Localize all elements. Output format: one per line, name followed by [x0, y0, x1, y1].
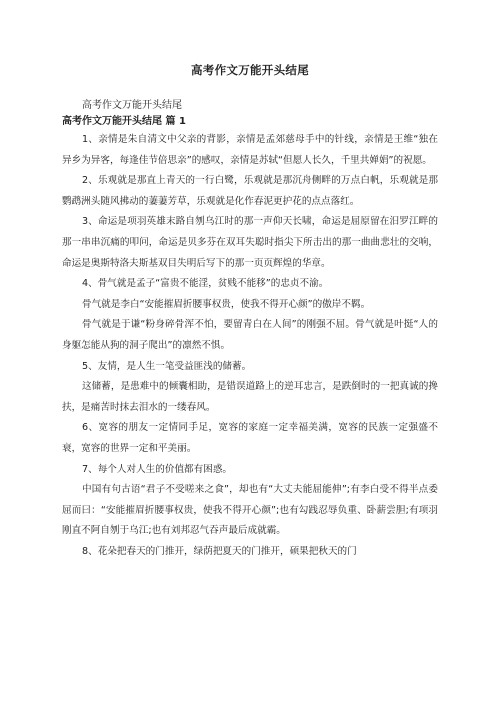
paragraph-1: 1、亲情是朱自清文中父亲的背影，亲情是孟郊慈母手中的针线，亲情是王维“独在异乡为异客，每逢佳节倍思亲”的感叹，亲情是苏轼“但愿人长久，千里共婵娟”的祝愿。 [62, 134, 438, 166]
document-subtitle: 高考作文万能开头结尾 [82, 100, 182, 111]
paragraph-12: 8、花朵把春天的门推开，绿荫把夏天的门推开，硕果把秋天的门 [82, 545, 357, 557]
paragraph-8: 这储蓄，是患难中的倾囊相助，是错误道路上的逆耳忠言，是跌倒时的一把真诚的搀扶，是痛苦时抹去泪水的一缕春风。 [62, 381, 438, 413]
paragraph-5: 骨气就是李白“安能摧眉折腰事权贵，使我不得开心颜”的傲岸不羁。 [82, 298, 371, 310]
paragraph-7: 5、友情，是人生一笔受益匪浅的储蓄。 [82, 360, 252, 372]
section-heading: 高考作文万能开头结尾 篇 1 [62, 116, 186, 127]
paragraph-4: 4、骨气就是孟子“富贵不能淫，贫贱不能移”的忠贞不渝。 [82, 278, 329, 290]
paragraph-3: 3、命运是项羽英雄末路自刎乌江时的那一声仰天长啸，命运是屈原留在汨罗江畔的那一串串沉痛的叩问，命运是贝多芬在双耳失聪时指尖下所击出的那一曲曲悲壮的交响，命运是奥斯特洛夫斯基双目失明后写下的那一页页辉煌的华章。 [62, 216, 438, 269]
document-title: 高考作文万能开头结尾 [191, 63, 309, 77]
paragraph-2: 2、乐观就是那直上青天的一行白鹭，乐观就是那沉舟侧畔的万点白帆，乐观就是那鹦鹉洲头随风拂动的萋萋芳草，乐观就是化作春泥更护花的点点落红。 [62, 175, 438, 207]
paragraph-10: 7、每个人对人生的价值都有困惑。 [82, 463, 233, 475]
paragraph-11: 中国有句古语“君子不受嗟来之食”，却也有“大丈夫能屈能伸”;有李白受不得半点委屈而曰：“安能摧眉折腰事权贵，使我不得开心颜”;也有勾践忍辱负重、卧薪尝胆;有项羽刚直不阿自刎于乌江;也有刘邦忍气吞声最后成就霸。 [62, 484, 438, 537]
paragraph-6: 骨气就是于谦“粉身碎骨浑不怕，要留青白在人间”的刚强不屈。骨气就是叶挺“人的身躯怎能从狗的洞子爬出”的凛然不惧。 [62, 319, 438, 351]
paragraph-9: 6、宽容的朋友一定情同手足，宽容的家庭一定幸福美满，宽容的民族一定强盛不衰，宽容的世界一定和平美丽。 [62, 422, 438, 454]
